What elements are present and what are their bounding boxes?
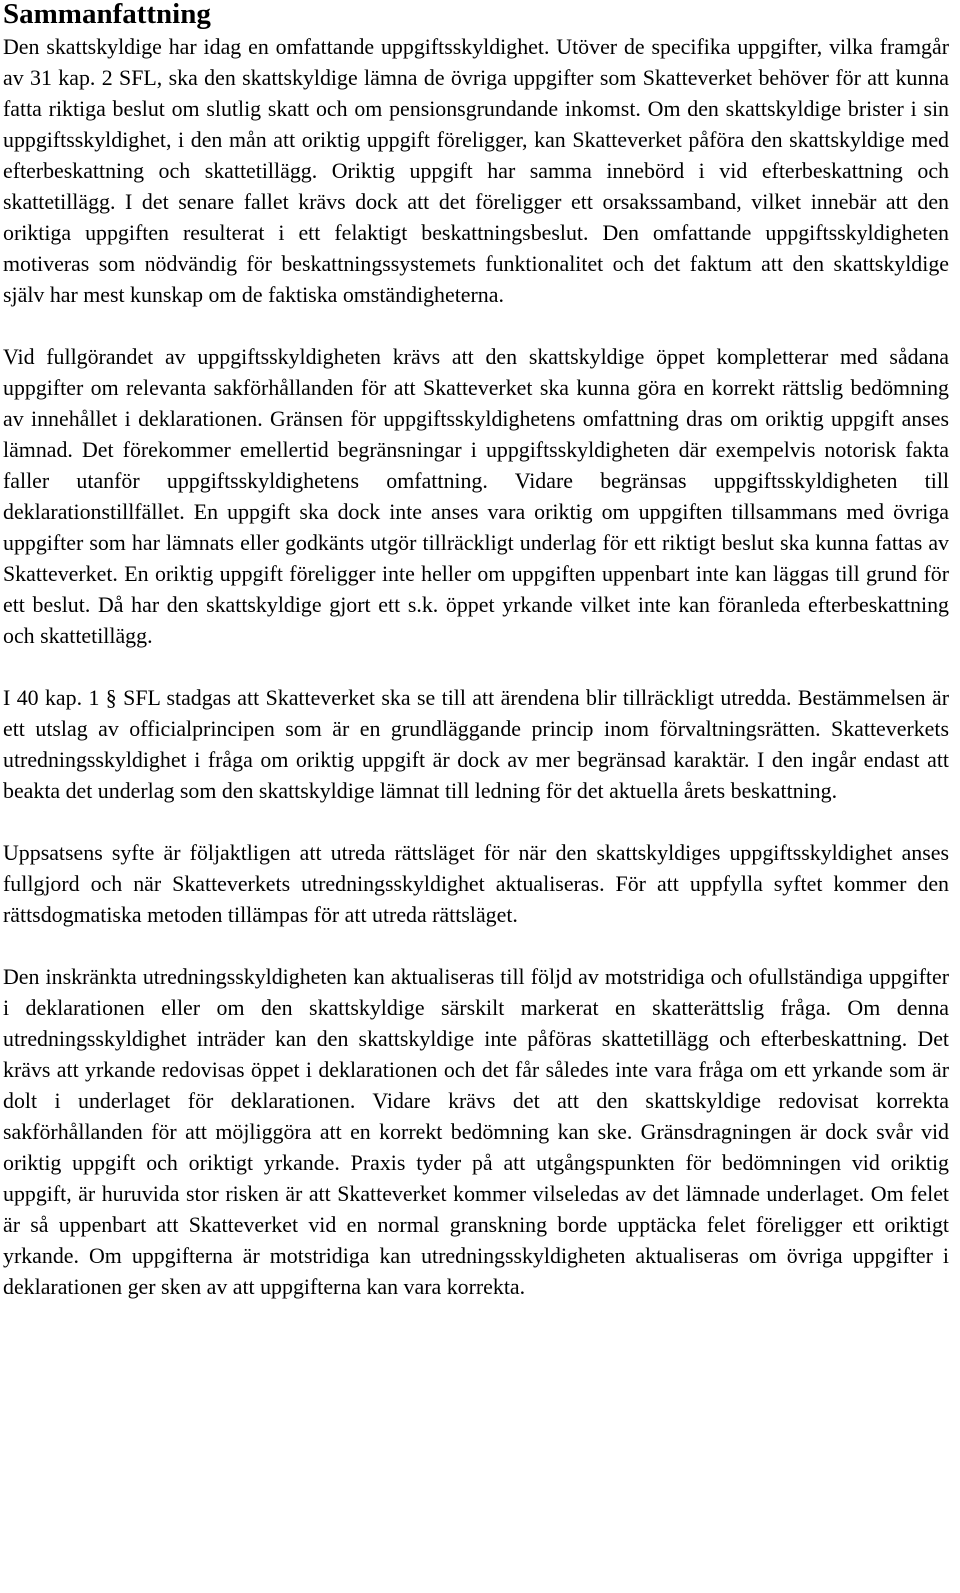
paragraph-1: Den skattskyldige har idag en omfattande uppgiftsskyldighet. Utöver de specifika uppgifter, vilka framgår av 31 kap. 2 SFL, ska den skattskyldige lämna de övriga uppgifter som Skatteverket behöver för att kunna fatta riktiga beslut om slutlig skatt och om pensionsgrundande inkomst. Om den skattskyldige brister i sin uppgiftsskyldighet, i den mån att oriktig uppgift föreligger, kan Skatteverket påföra den skattskyldige med efterbeskattning och skattetillägg. Oriktig uppgift har samma innebörd i vid efterbeskattning och skattetillägg. I det senare fallet krävs dock att det föreligger ett orsakssamband, vilket innebär att den oriktiga uppgiften resulterat i ett felaktigt beskattningsbeslut. Den omfattande uppgiftsskyldigheten motiveras som nödvändig för beskattningssystemets funktionalitet och det faktum att den skattskyldige själv har mest kunskap om de faktiska omständigheterna. <box>3 34 949 307</box>
paragraph-4: Uppsatsens syfte är följaktligen att utreda rättsläget för när den skattskyldiges uppgiftsskyldighet anses fullgjord och när Skatteverkets utredningsskyldighet aktualiseras. För att uppfylla syftet kommer den rättsdogmatiska metoden tillämpas för att utreda rättsläget. <box>3 840 949 927</box>
paragraph-5: Den inskränkta utredningsskyldigheten kan aktualiseras till följd av motstridiga och ofullständiga uppgifter i deklarationen eller om den skattskyldige särskilt markerat en skatterättslig fråga. Om denna utredningsskyldighet inträder kan den skattskyldige inte påföras skattetillägg och efterbeskattning. Det krävs att yrkande redovisas öppet i deklarationen och det får således inte vara fråga om ett yrkande som är dolt i underlaget för deklarationen. Vidare krävs det att den skattskyldige redovisat korrekta sakförhållanden för att möjliggöra att en korrekt bedömning kan ske. Gränsdragningen är dock svår vid oriktig uppgift och oriktigt yrkande. Praxis tyder på att utgångspunkten för bedömningen vid oriktig uppgift, är huruvida stor risken är att Skatteverket kommer vilseledas av det lämnade underlaget. Om felet är så uppenbart att Skatteverket vid en normal granskning borde upptäcka felet föreligger ett oriktigt yrkande. Om uppgifterna är motstridiga kan utredningsskyldigheten aktualiseras om övriga uppgifter i deklarationen ger sken av att uppgifterna kan vara korrekta. <box>3 964 949 1299</box>
paragraph-2: Vid fullgörandet av uppgiftsskyldigheten krävs att den skattskyldige öppet kompletterar med sådana uppgifter om relevanta sakförhållanden för att Skatteverket ska kunna göra en korrekt rättslig bedömning av innehållet i deklarationen. Gränsen för uppgiftsskyldighetens omfattning dras om oriktig uppgift anses lämnad. Det förekommer emellertid begränsningar i uppgiftsskyldigheten där exempelvis notorisk fakta faller utanför uppgiftsskyldighetens omfattning. Vidare begränsas uppgiftsskyldigheten till deklarationstillfället. En uppgift ska dock inte anses vara oriktig om uppgiften tillsammans med övriga uppgifter som har lämnats eller godkänts utgör tillräckligt underlag för ett riktigt beslut ska kunna fattas av Skatteverket. En oriktig uppgift föreligger inte heller om uppgiften uppenbart inte kan läggas till grund för ett beslut. Då har den skattskyldige gjort ett s.k. öppet yrkande vilket inte kan föranleda efterbeskattning och skattetillägg. <box>3 344 949 648</box>
section-heading: Sammanfattning <box>3 0 211 30</box>
paragraph-3: I 40 kap. 1 § SFL stadgas att Skatteverket ska se till att ärendena blir tillräckligt utredda. Bestämmelsen är ett utslag av officialprincipen som är en grundläggande princip inom förvaltningsrätten. Skatteverkets utredningsskyldighet i fråga om oriktig uppgift är dock av mer begränsad karaktär. I den ingår endast att beakta det underlag som den skattskyldige lämnat till ledning för det aktuella årets beskattning. <box>3 685 949 803</box>
